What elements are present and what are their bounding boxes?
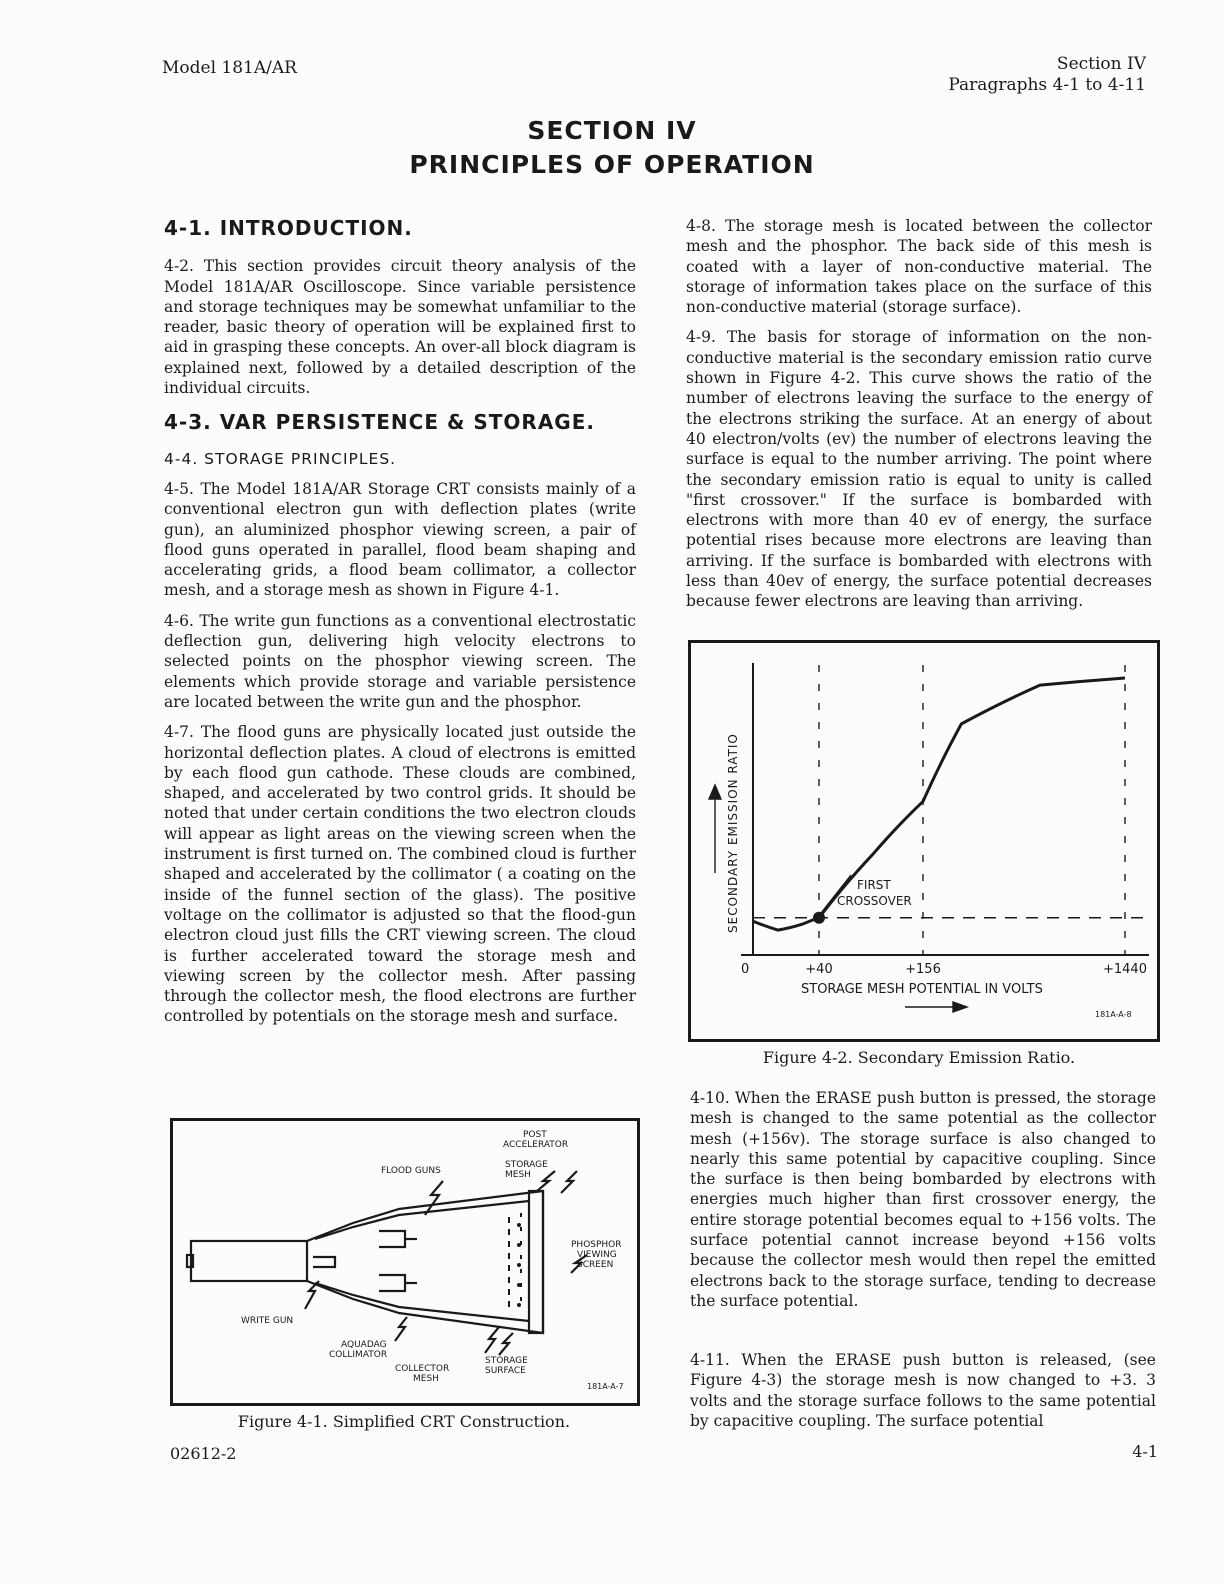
paragraph-4-9: 4-9. The basis for storage of information on the non-conductive material is the secondary emission ratio curve shown in Figure 4-2. This curve shows the ratio of the number of electrons leaving the surface to the energy of the electrons striking the surface. At an energy of about 40 electron/volts (ev) the number of electrons leaving the surface is equal to the number arriving. The point where the secondary emission ratio is equal to unity is called "first crossover." If the surface is bombarded with electrons with more than 40 ev of energy, the surface potential rises because more electrons are leaving than arriving. If the surface is bombarded with electrons with less than 40ev of energy, the surface potential decreases because fewer electrons are leaving than arriving.	[686, 328, 1152, 611]
figure-2-caption: Figure 4-2. Secondary Emission Ratio.	[762, 1048, 1076, 1067]
x-tick-label: 0	[741, 962, 750, 977]
flood-gun-upper	[379, 1231, 405, 1247]
x-axis-arrowhead	[953, 1002, 967, 1012]
annotation-crossover: CROSSOVER	[837, 894, 912, 908]
storage-dot	[517, 1263, 521, 1267]
label-accelerator: ACCELERATOR	[503, 1140, 569, 1150]
collector-leader	[485, 1327, 499, 1353]
label-storage-surface-1: STORAGE	[485, 1356, 528, 1366]
heading-introduction: 4-1. INTRODUCTION.	[164, 216, 413, 240]
paragraph-4-8: 4-8. The storage mesh is located between the collector mesh and the phosphor. The back side of this mesh is coated with a layer of non-conductive material. The storage of information takes place on the surface of this non-conductive material (storage surface).	[686, 217, 1152, 317]
paragraph-4-6: 4-6. The write gun functions as a conventional electrostatic deflection gun, delivering high velocity electrons to selected points on the phosphor viewing screen. The elements which provide storage and variable persistence are located between the write gun and the phosphor.	[164, 611, 636, 711]
heading-var-persistence: 4-3. VAR PERSISTENCE & STORAGE.	[164, 410, 595, 435]
storage-dot	[517, 1243, 521, 1247]
x-axis-label: STORAGE MESH POTENTIAL IN VOLTS	[801, 982, 1043, 997]
label-post: POST	[523, 1130, 547, 1140]
figure-crt-construction	[170, 1118, 640, 1406]
storage-mesh-leader	[537, 1171, 555, 1191]
x-tick-label: +156	[905, 962, 941, 977]
label-storage-mesh-1: STORAGE	[505, 1160, 548, 1170]
figure-secondary-emission	[688, 640, 1160, 1042]
label-storage-mesh-2: MESH	[505, 1170, 531, 1180]
y-axis-label: SECONDARY EMISSION RATIO	[726, 733, 740, 933]
storage-dot	[517, 1283, 521, 1287]
section-subtitle: PRINCIPLES OF OPERATION	[409, 150, 815, 179]
label-phosphor-1: PHOSPHOR	[571, 1240, 622, 1250]
label-aquadag-1: AQUADAG	[341, 1340, 387, 1350]
label-phosphor-3: SCREEN	[577, 1260, 614, 1270]
secondary-emission-chart	[691, 643, 1157, 1039]
heading-storage-principles: 4-4. STORAGE PRINCIPLES.	[164, 449, 397, 468]
footer-part-number: 02612-2	[170, 1444, 237, 1463]
paragraph-4-5: 4-5. The Model 181A/AR Storage CRT consists mainly of a conventional electron gun with deflection plates (write gun), an aluminized phosphor viewing screen, a pair of flood guns operated in parallel, flood beam shaping and accelerating grids, a flood beam collimator, a collector mesh, and a storage mesh as shown in Figure 4-1.	[164, 479, 636, 600]
x-tick-label: +1440	[1103, 962, 1147, 977]
label-phosphor-2: VIEWING	[577, 1250, 617, 1260]
emission-curve	[753, 678, 1125, 930]
header-section-line: Section IV	[1056, 54, 1146, 74]
write-gun	[313, 1257, 335, 1267]
label-collector-1: COLLECTOR	[395, 1364, 450, 1374]
label-collector-2: MESH	[413, 1374, 439, 1384]
flood-gun-lower	[379, 1275, 405, 1291]
figure-1-caption: Figure 4-1. Simplified CRT Construction.	[237, 1412, 571, 1431]
header-model: Model 181A/AR	[162, 58, 297, 78]
storage-dot	[517, 1223, 521, 1227]
figure-2-ref: 181A-A-8	[1095, 1010, 1132, 1019]
storage-surface-leader	[499, 1333, 513, 1355]
first-crossover-point	[813, 912, 825, 924]
y-axis-arrowhead	[709, 785, 721, 799]
post-accelerator-leader	[561, 1171, 577, 1193]
footer-page-number: 4-1	[1132, 1442, 1158, 1461]
crt-neck	[191, 1241, 307, 1281]
aquadag-leader	[395, 1317, 407, 1341]
label-write-gun: WRITE GUN	[241, 1316, 294, 1326]
label-aquadag-2: COLLIMATOR	[329, 1350, 388, 1360]
phosphor-screen	[529, 1191, 543, 1333]
header-section	[948, 54, 1146, 96]
x-tick-label: +40	[805, 962, 833, 977]
label-flood-guns: FLOOD GUNS	[381, 1166, 441, 1176]
label-storage-surface-2: SURFACE	[485, 1366, 526, 1376]
right-column	[686, 216, 1152, 622]
left-column	[164, 216, 636, 1037]
storage-dot	[517, 1303, 521, 1307]
paragraph-4-2: 4-2. This section provides circuit theory analysis of the Model 181A/AR Oscilloscope. Since variable persistence and storage techniques may be somewhat unfamiliar to the reader, basic theory of operation will be explained first to aid in grasping these concepts. An over-all block diagram is explained next, followed by a detailed description of the individual circuits.	[164, 257, 636, 398]
header-paragraphs-line: Paragraphs 4-1 to 4-11	[948, 75, 1146, 95]
paragraph-4-10: 4-10. When the ERASE push button is pressed, the storage mesh is changed to the same potential as the collector mesh (+156v). The storage surface is also changed to nearly this same potential by capacitive coupling. Since the surface is then being bombarded by electrons with energies much higher than first crossover energy, the entire storage potential becomes equal to +156 volts. The surface potential cannot increase beyond +156 volts because the collector mesh would then repel the emitted electrons back to the storage surface, tending to decrease the surface potential.	[690, 1089, 1156, 1310]
figure-1-ref: 181A-A-7	[587, 1382, 624, 1391]
paragraph-4-11: 4-11. When the ERASE push button is released, (see Figure 4-3) the storage mesh is now changed to +3. 3 volts and the storage surface follows to the same potential by capacitive coupling. The surface potential	[690, 1351, 1156, 1430]
paragraph-4-7: 4-7. The flood guns are physically located just outside the horizontal deflection plates. A cloud of electrons is emitted by each flood gun cathode. These clouds are combined, shaped, and accelerated by two control grids. It should be noted that under certain conditions the two electron clouds will appear as light areas on the viewing screen when the instrument is first turned on. The combined cloud is further shaped and accelerated by the collimator ( a coating on the inside of the funnel section of the glass). The positive voltage on the collimator is adjusted so that the flood-gun electron cloud just fills the CRT viewing screen. The cloud is further accelerated toward the storage mesh and viewing screen by the collector mesh. After passing through the collector mesh, the flood electrons are further controlled by potentials on the storage mesh and surface.	[164, 723, 636, 1026]
annotation-first: FIRST	[857, 878, 891, 892]
crt-diagram	[173, 1121, 637, 1403]
section-title: SECTION IV	[527, 116, 697, 145]
